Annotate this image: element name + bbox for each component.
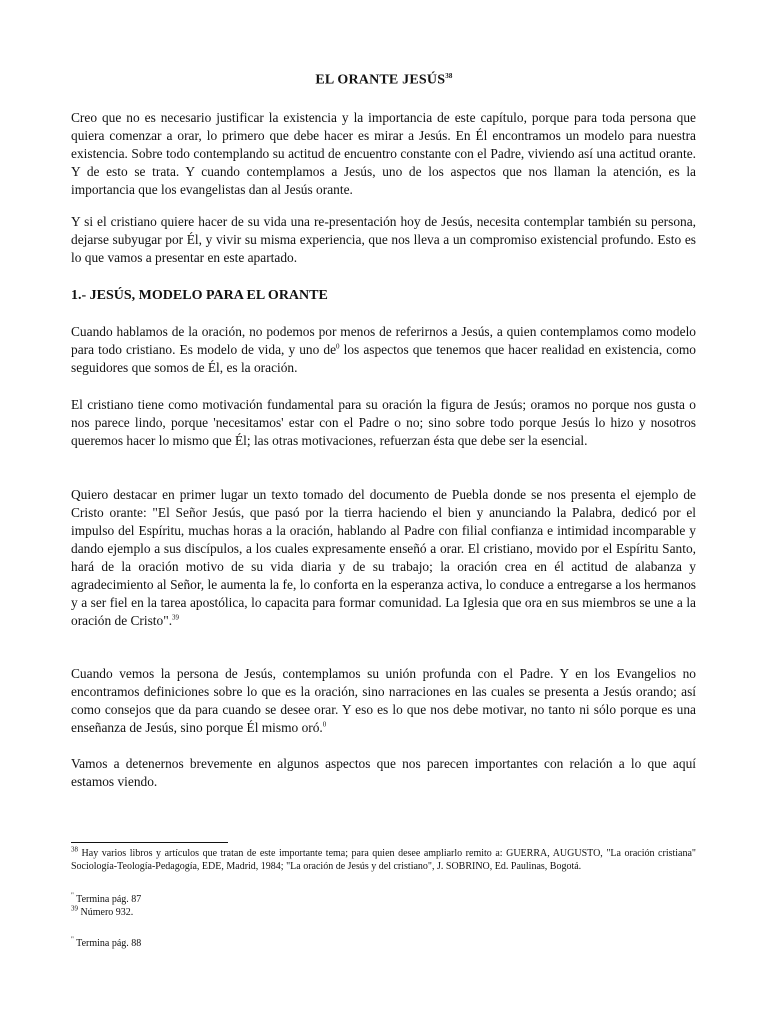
footnote-38-text: Hay varios libros y artículos que tratan de este importante tema; para quien desee ampliarlo remito a: GUERRA, AUGUSTO, "La oración cristiana" Sociología-Teología-Pedagogía, EDE, Madrid, 1984; "La oración de Jesús y del cristiano", J. SOBRINO, Ed. Paulinas, Bogotá. xyxy=(71,848,696,872)
paragraph-union-text: Cuando vemos la persona de Jesús, contemplamos su unión profunda con el Padre. Y en los Evangelios no encontramos definiciones sobre lo que es la oración, sino narraciones en las cuales se presenta a Jesús orando; así como consejos que da para cuando se desee orar. Y eso es lo que nos debe motivar, no tanto ni sólo porque es una enseñanza de Jesús, sino porque Él mismo oró. xyxy=(71,666,696,735)
footnote-page-88-mark: " xyxy=(71,935,74,944)
footnote-38-mark: 38 xyxy=(71,845,78,854)
footnote-page-87-mark: " xyxy=(71,891,74,900)
page-break-mark: 0 xyxy=(336,342,340,351)
paragraph-puebla-quote xyxy=(71,486,696,630)
paragraph-model-text-a: Cuando hablamos de la oración, no podemos por menos de referirnos a Jesús, a quien contemplamos como modelo para todo cristiano. Es modelo de vida, y uno de xyxy=(71,324,696,357)
page-title xyxy=(0,72,768,89)
footnote-39-mark: 39 xyxy=(71,904,78,913)
footnote-page-88 xyxy=(71,937,696,950)
paragraph-closing: Vamos a detenernos brevemente en algunos aspectos que nos parecen importantes con relación a lo que aquí estamos viendo. xyxy=(71,756,696,789)
page-break-mark: 0 xyxy=(322,720,327,729)
footnote-page-88-text: Termina pág. 88 xyxy=(73,938,142,949)
title-text: EL ORANTE JESÚS xyxy=(315,72,446,88)
footnote-mark-39: 39 xyxy=(172,613,180,622)
paragraph-puebla-text: Quiero destacar en primer lugar un texto tomado del documento de Puebla donde se nos presenta el ejemplo de Cristo orante: "El Señor Jesús, que pasó por la tierra haciendo el bien y anunciando la Palabra, dedicó por el impulso del Espíritu, muchas horas a la oración, hablando al Padre con filial confianza e intimidad incomparable y dando ejemplo a sus discípulos, a los cuales expresamente enseñó a orar. El cristiano, movido por el Espíritu Santo, hará de la oración motivo de su vida diaria y de su trabajo; la oración crea en él actitud de alabanza y agradecimiento al Señor, le aumenta la fe, lo conforta en la esperanza activa, lo conduce a entregarse a los hermanos y a ser fiel en la tarea apostólica, lo capacita para formar comunidad. La Iglesia que ora en sus miembros se une a la oración de Cristo". xyxy=(71,487,696,628)
paragraph-model-text-b: los aspectos que tenemos que hacer realidad en existencia, como seguidores que somos de Él, es la oración. xyxy=(71,342,697,375)
title-footnote-mark: 38 xyxy=(445,72,453,80)
paragraph-representation: Y si el cristiano quiere hacer de su vida una re-presentación hoy de Jesús, necesita contemplar también su persona, dejarse subyugar por Él, y vivir su misma experiencia, que nos lleva a un compromiso existencial profundo. Esto es lo que vamos a presentar en este apartado. xyxy=(71,214,696,265)
paragraph-intro: Creo que no es necesario justificar la existencia y la importancia de este capítulo, porque para toda persona que quiera comenzar a orar, lo primero que debe hacer es mirar a Jesús. En Él encontramos un modelo para nuestra existencia. Sobre todo contemplando su actitud de encuentro constante con el Padre, viviendo así una actitud orante. Y de esto se trata. Y cuando contemplamos a Jesús, uno de los aspectos que nos llaman la atención, es la importancia que los evangelistas dan al Jesús orante. xyxy=(71,110,696,197)
paragraph-motivation: El cristiano tiene como motivación fundamental para su oración la figura de Jesús; oramos no porque nos gusta o nos parece lindo, porque 'necesitamos' estar con el Padre o no; sino sobre todo porque Jesús lo hizo y nosotros queremos hacer lo mismo que Él; las otras motivaciones, refuerzan ésta que debe ser la esencial. xyxy=(71,397,696,448)
footnote-38 xyxy=(71,847,696,873)
footnote-divider xyxy=(71,842,228,843)
footnote-39-text: Número 932. xyxy=(78,907,134,918)
paragraph-union xyxy=(71,665,696,737)
paragraph-model xyxy=(71,323,696,377)
section-heading: 1.- JESÚS, MODELO PARA EL ORANTE xyxy=(71,288,328,303)
footnote-page-87 xyxy=(71,893,696,906)
footnote-page-87-text: Termina pág. 87 xyxy=(73,894,142,905)
footnote-39 xyxy=(71,906,696,919)
